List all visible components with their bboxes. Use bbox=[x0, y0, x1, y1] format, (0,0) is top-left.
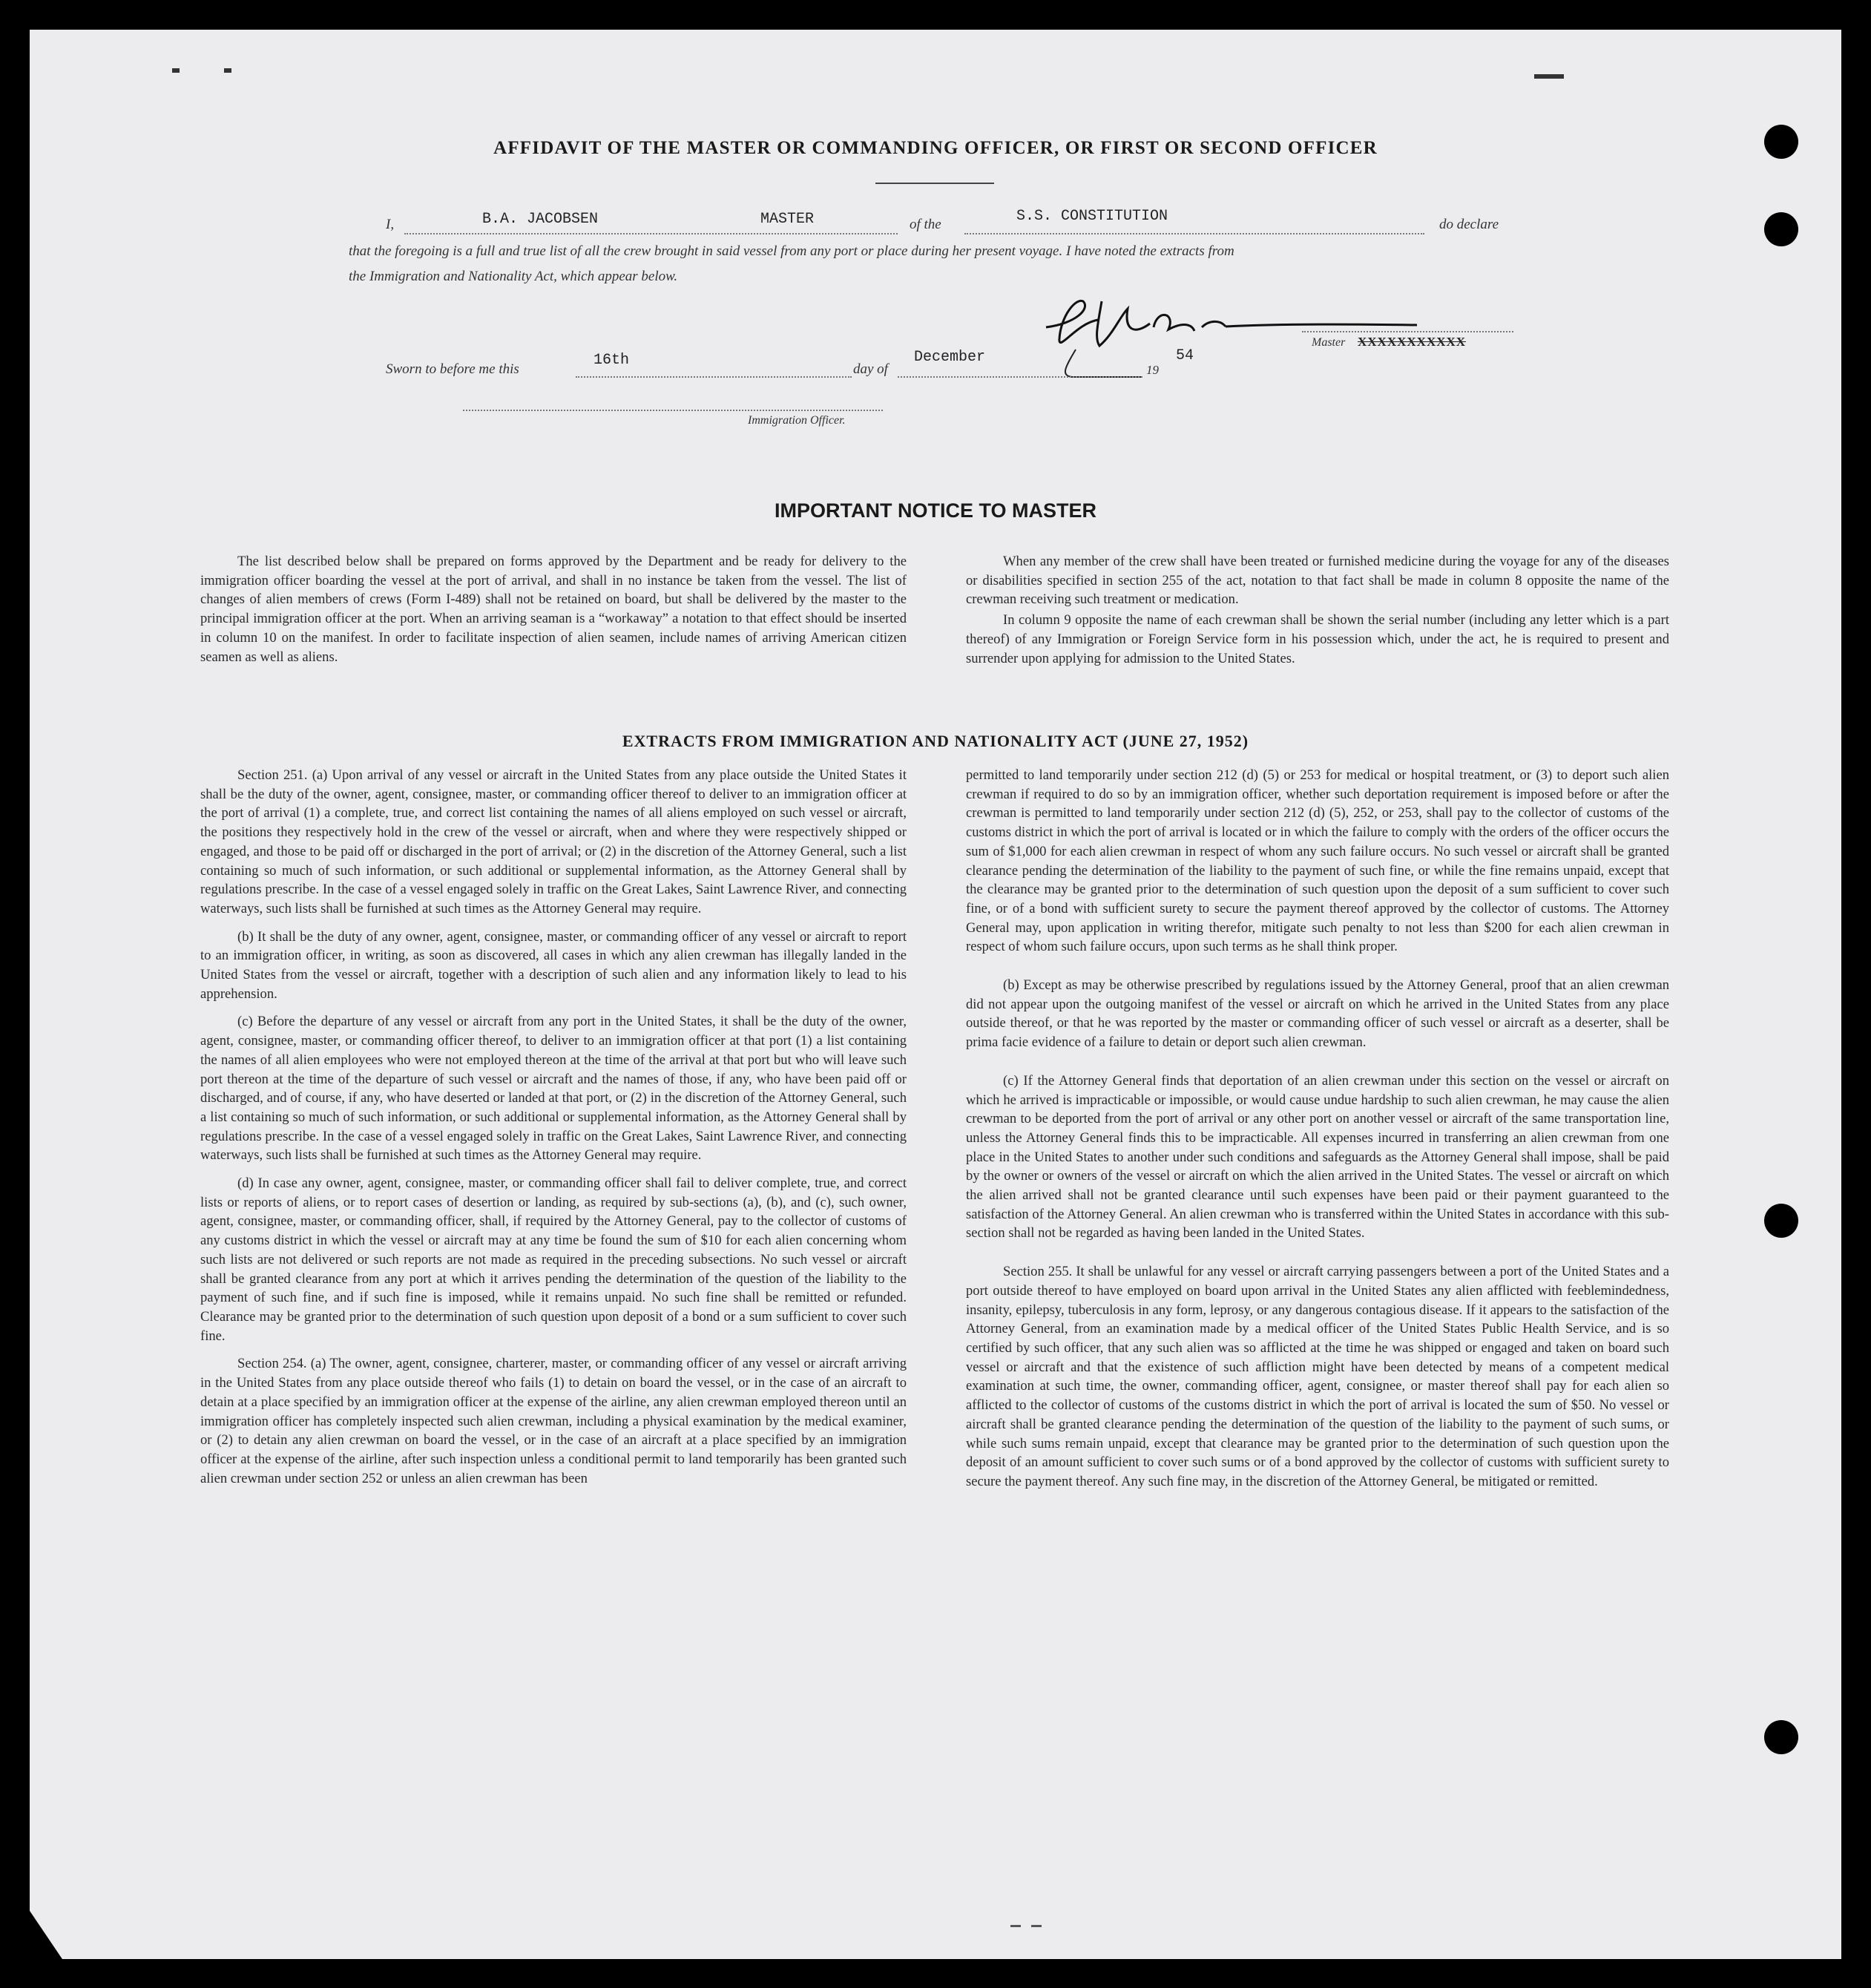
section-254-c: (c) If the Attorney General finds that deportation of an alien crewman under this section on the vessel or aircraft on which he arrived is impracticable or impossible, or would cause undue hardship to such alien crewman, he may cause the alien crewman to be deported from the port of arrival or any other port on another vessel or aircraft of the same transportation line, unless the Attorney General finds this to be impracticable. All expenses incurred in transferring an alien crewman from one place in the United States to another under such conditions and safeguards as the Attorney General shall impose, shall be paid by the owner or owners of the vessel or aircraft on which the alien arrived in the United States. The vessel or aircraft on which the alien arrived shall not be granted clearance until such expenses have been paid or their payment guaranteed to the satisfaction of the Attorney General. An alien crewman who is transferred within the United States in accordance with this sub-section shall not be regarded as having been landed in the United States. bbox=[966, 1072, 1669, 1241]
title-rule bbox=[875, 183, 994, 184]
punch-hole bbox=[1764, 1204, 1798, 1238]
extracts-right-column bbox=[966, 766, 1669, 1500]
scan-speck bbox=[1031, 1925, 1042, 1927]
affidavit-title: AFFIDAVIT OF THE MASTER OR COMMANDING OFFICER, OR FIRST OR SECOND OFFICER bbox=[493, 138, 1378, 158]
notice-title: IMPORTANT NOTICE TO MASTER bbox=[775, 499, 1096, 522]
day-of-label: day of bbox=[853, 361, 888, 377]
master-label: Master bbox=[1312, 336, 1346, 349]
section-254-b: (b) Except as may be otherwise prescribed by regulations issued by the Attorney General, proof that an alien crewman did not appear upon the outgoing manifest of the vessel or aircraft on which he arrived in the United States from any place outside thereof, or that he was reported by the master or commanding officer of such vessel or aircraft as a deserter, shall be prima facie evidence of a failure to detain or deport such alien crewman. bbox=[966, 977, 1669, 1051]
century-label: 19 bbox=[1146, 363, 1159, 377]
sworn-day: 16th bbox=[593, 352, 630, 369]
punch-hole bbox=[1764, 1720, 1798, 1754]
section-251-b: (b) It shall be the duty of any owner, agent, consignee, master, or commanding officer of any vessel or aircraft to report to an immigration officer, in writing, as soon as discovered, all cases in which any alien crewman has illegally landed in the United States from the vessel or aircraft, together with a description of such alien and any information likely to lead to his apprehension. bbox=[200, 928, 907, 1002]
struck-text: XXXXXXXXXXX bbox=[1358, 335, 1467, 349]
master-name: B.A. JACOBSEN bbox=[482, 211, 599, 228]
officer-line bbox=[463, 410, 883, 411]
notice-right-column bbox=[966, 552, 1669, 677]
notice-left-column bbox=[200, 552, 907, 675]
section-254-a: Section 254. (a) The owner, agent, consignee, charterer, master, or commanding officer of any vessel or aircraft arriving in the United States from any place outside thereof who fails (1) to detain on board the vessel, or in the case of an aircraft to detain at a place specified by an immigration officer at the expense of the airline, any alien crewman employed thereon until an immigration officer has completely inspected such alien crewman, including a physical examination by the medical examiner, or (2) to detain any alien crewman on board the vessel, or in the case of an aircraft at a place specified by an immigration officer at the expense of the airline, after such inspection unless a conditional permit to land temporarily has been granted such alien crewman under section 252 or unless an alien crewman has been bbox=[200, 1356, 907, 1486]
declaration-line-1: that the foregoing is a full and true list of all the crew brought in said vessel from any port or place during her present voyage. I have noted the extracts from bbox=[349, 243, 1234, 259]
name-line bbox=[404, 233, 898, 234]
immigration-officer-label: Immigration Officer. bbox=[748, 414, 846, 427]
sworn-month: December bbox=[914, 349, 986, 366]
scan-speck bbox=[1010, 1925, 1021, 1927]
section-255: Section 255. It shall be unlawful for any vessel or aircraft carrying passengers between a port of the United States and a port outside thereof to have employed on board upon arrival in the United States any alien afflicted with feeblemindedness, insanity, epilepsy, tuberculosis in any form, leprosy, or any dangerous contagious disease. If it appears to the satisfaction of the Attorney General, from an examination made by a medical officer of the United States Public Health Service, and is so certified by such officer, that any such alien was so afflicted at the time he was shipped or engaged and taken on board such vessel or aircraft and that the existence of such affliction might have been detected by means of a competent medical examination at such time, the owner, commanding officer, agent, consignee, or master thereof shall pay for each alien so afflicted to the collector of customs of the customs district in which the port of arrival is located the sum of $50. No vessel or aircraft shall be granted clearance pending the determination of the question of the liability to the payment of such sums, or while such sums remain unpaid, except that clearance may be granted prior to the determination of such question upon the deposit of an amount sufficient to cover such sums or of a bond approved by the collector of customs with sufficient surety to secure the payment thereof. Any such fine may, in the discretion of the Attorney General, be mitigated or remitted. bbox=[966, 1264, 1669, 1489]
notice-left-paragraph: The list described below shall be prepared on forms approved by the Department and be ready for delivery to the immigration officer boarding the vessel at the port of arrival, and shall in no instance be taken from the vessel. The list of changes of alien members of crews (Form I-489) shall not be retained on board, but shall be delivered by the master to the principal immigration officer at the port. When an arriving seaman is a “workaway” a notation to that effect should be inserted in column 10 on the manifest. In order to facilitate inspection of alien seamen, include names of arriving American citizen seamen as well as aliens. bbox=[200, 554, 907, 665]
declaration-line-2: the Immigration and Nationality Act, which appear below. bbox=[349, 269, 678, 284]
vessel-line bbox=[964, 233, 1424, 234]
extracts-left-column bbox=[200, 766, 907, 1497]
sworn-year: 54 bbox=[1176, 347, 1194, 364]
scan-speck bbox=[1534, 74, 1564, 79]
section-251-c: (c) Before the departure of any vessel or aircraft from any port in the United States, it shall be the duty of the owner, agent, consignee, master, or commanding officer thereof, to deliver to an immigration officer at that port (1) a list containing the names of all alien employees who were not employed thereon at the time of the arrival at that port but who will leave such port thereon at the time of the departure of such vessel or aircraft and the names of those, if any, who have been paid off or discharged, and of course, if any, who have deserted or landed at that port, or (2) in the discretion of the Attorney General, such a list containing so much of such information, or such additional or supplemental information, as the Attorney General shall by regulations prescribe. In the case of a vessel engaged solely in traffic on the Great Lakes, Saint Lawrence River, and connecting waterways, such lists shall be furnished at such times as the Attorney General may require. bbox=[200, 1014, 907, 1164]
master-rank: MASTER bbox=[760, 211, 815, 228]
notice-right-paragraph-2: In column 9 opposite the name of each crewman shall be shown the serial number (including any letter which is a part thereof) of any Immigration or Foreign Service form in his possession which, under the act, he is required to present and surrender upon applying for admission to the United States. bbox=[966, 612, 1669, 666]
scan-speck bbox=[224, 68, 231, 73]
punch-hole bbox=[1764, 212, 1798, 246]
section-251-d: (d) In case any owner, agent, consignee, master, or commanding officer shall fail to deliver complete, true, and correct lists or reports of aliens, or to report cases of desertion or landing, as required by sub-sections (a), (b), and (c), such owner, agent, consignee, master, or commanding officer, shall, if required by the Attorney General, pay to the collector of customs of any customs district in which the vessel or aircraft may at any time be found the sum of $10 for each alien concerning whom such lists are not delivered or such reports are not made as required in the preceding subsections. No such vessel or aircraft shall be granted clearance from any port at which it arrives pending the determination of the question of the liability to the payment of such fine, and if such fine is imposed, while it remains unpaid. No such fine shall be remitted or refunded. Clearance may be granted prior to the determination of such question upon deposit of a bond or a sum sufficient to cover such fine. bbox=[200, 1175, 907, 1344]
section-251-a: Section 251. (a) Upon arrival of any vessel or aircraft in the United States from any place outside the United States it shall be the duty of the owner, agent, consignee, master, or commanding officer thereof to deliver to an immigration officer at the port of arrival (1) a complete, true, and correct list containing the names of all aliens employed on such vessel or aircraft, the positions they respectively hold in the crew of the vessel or aircraft, when and where they were respectively shipped or engaged, and those to be paid off or discharged in the port of arrival; or (2) in the discretion of the Attorney General, such a list containing so much of such information, or such additional or supplemental information, as the Attorney General shall by regulations prescribe. In the case of a vessel engaged solely in traffic on the Great Lakes, Saint Lawrence River, and connecting waterways, such lists shall be furnished at such times as the Attorney General may require. bbox=[200, 767, 907, 916]
notice-right-paragraph-1: When any member of the crew shall have been treated or furnished medicine during the voyage for any of the diseases or disabilities specified in section 255 of the act, notation to that fact shall be made in column 8 opposite the name of the crewman receiving such treatment or medication. bbox=[966, 554, 1669, 608]
signature-line bbox=[1302, 331, 1513, 332]
sworn-label: Sworn to before me this bbox=[386, 361, 519, 377]
scan-speck bbox=[172, 68, 180, 73]
vessel-name: S.S. CONSTITUTION bbox=[1016, 208, 1168, 225]
section-254-a-continued: permitted to land temporarily under section 212 (d) (5) or 253 for medical or hospital treatment, or (3) to deport such alien crewman if required to do so by an immigration officer, whether such deportation requirement is imposed before or after the crewman is permitted to land temporarily under section 212 (d) (5), 252, or 253, shall pay to the collector of customs of the customs district in which the port of arrival is located or in which the failure to comply with the orders of the officer occurs the sum of $1,000 for each alien crewman in respect of whom any such failure occurs. No such vessel or aircraft shall be granted clearance pending the determination of the liability to the payment of such fine, or while the fine remains unpaid, except that the clearance may be granted prior to the determination of such question upon the deposit of a sum sufficient to cover such fine, or of a bond with sufficient surety to secure the payment thereof approved by the collector of customs. The Attorney General may, upon application in writing therefor, mitigate such penalty to not less than $200 for each alien crewman in respect of whom such failure occurs, upon such terms as he shall think proper. bbox=[966, 767, 1669, 955]
i-label: I, bbox=[386, 217, 395, 232]
of-the-label: of the bbox=[910, 217, 941, 232]
sworn-day-line bbox=[576, 376, 852, 378]
sworn-month-line bbox=[898, 376, 1142, 378]
do-declare-label: do declare bbox=[1439, 217, 1499, 232]
extracts-title: EXTRACTS FROM IMMIGRATION AND NATIONALITY ACT (JUNE 27, 1952) bbox=[622, 732, 1249, 750]
